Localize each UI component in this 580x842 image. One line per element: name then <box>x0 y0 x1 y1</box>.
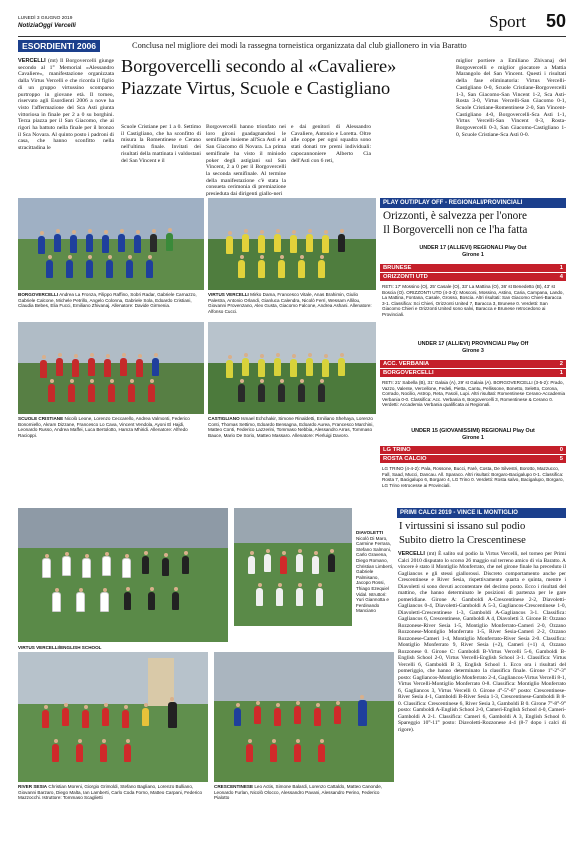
photo-borgovercelli <box>18 198 204 290</box>
match1-title: UNDER 17 (ALLIEVI) REGIONALI Play Out <box>419 245 527 251</box>
match1-team-2 <box>380 273 566 281</box>
section-name: Sport <box>489 12 526 31</box>
article-col-1 <box>18 58 114 194</box>
team-score: 2 <box>559 361 563 367</box>
article-author: (mt) <box>48 58 58 64</box>
match2-team-2 <box>380 369 566 377</box>
caption-title: SCUOLE CRISTIANE <box>18 416 64 421</box>
caption-text: Ismael Echchakir, Simone Rinaldetti, Emiliano Shehaya, Lorenzo Conti, Thomas Settimo, Edoardo Bensagna, Edoardo Aurea, Francesco Marchini, Matteo Conti, Federico Lazzerini, Tommaso Nebbia, Alessandro Arras, Tommaso Bauce, Mario De Sorio, Matteo Massaro. Allenatore: Pierluigi Davoro. <box>208 416 374 438</box>
article-col-4b <box>376 58 452 194</box>
caption-virtus-vercelli <box>208 292 376 316</box>
caption-diavoletti <box>356 530 394 650</box>
caption-text: Andrea La Fronza, Filippo Raffino, Sobri Radar, Gabriele Carnazzo, Gabriele Calcone, Michele Petrillo, Angelo Colonna, Gabriele Sola, Edoardo Cristiani, Claudia Bebes, Elia Fucci, Emiliano Zhivanaj. Allenatore: Davide Girmenia. <box>18 292 197 309</box>
primi-section-title: PRIMI CALCI 2019 - VINCE IL MONTIGLIO <box>397 508 566 518</box>
match2-body: RETI: 21' Sabella (B), 31' Galaia (A), 29' st Galaia (A). BORGOVERCELLI (3-5-2): Prado, Vazzo, Valente, Vercellone, Fedeli, Pietta, Cantu, Pellissone, Bonetto, Seletto, Corona, Corrado, Nocilio, Astrop, Reta, Fasoli, Lupi. Altri risultati: Romentinese Cerano-Accademia Verbania 0-0. Classifica: Acc. Verbania 6, Borgovercelli 3, Romentinese & Cerano 0. Verdetti: Accademia Verbania qualificata ai Regionali. <box>382 380 566 408</box>
caption-title: RIVER SESIA <box>18 784 48 789</box>
article-col-3: Borgovercelli hanno trionfato nei loro gironi guadagnandosi le semifinale insieme all'Sca Asti e al San Giacomo di Novara. La prima semifinale ha visto il miniodo poker degli astigiani sul San Vincent, 2 a 0 per il Borgovercelli la seconda semifinale. Al termine della manifestazione c'è stata la consueta cerimonia di premiazione presieduta dai dirigenti giallo-neri <box>206 124 286 198</box>
team-name: ORIZZONTI UTD <box>383 274 428 280</box>
article-col1-text: Il Borgovercelli giunge secondo al 1° Memorial «Alessandro Cavaliere», manifestazione organizzata dalla Virtus Vercelli e che ricorda il figlio di un gruppo virtussino scomparso purtroppo in giovane età. Il torneo, riservato agli Esordienti 2006 a nove ha visto l'affermazione del Sca Asti giunta vittoriosa in finale per 2 a 0 su borghini. Terza piazza per il San Giacomo, che ai rigori ha battuto nella finale per il bronzo il Sca Novara. Al quinto posto i padroni di casa, che hanno sconfitto nella stracittadina le <box>18 58 114 152</box>
caption-virtus-english-school <box>18 645 228 651</box>
strap-text: Conclusa nel migliore dei modi la rassegna torneistica organizzata dal club giallonero in via Baratto <box>132 41 467 50</box>
team-name: BRUNESE <box>383 265 412 271</box>
match1-team-1 <box>380 264 566 272</box>
team-score: 4 <box>559 274 563 280</box>
match3-team-2 <box>380 455 566 463</box>
match3-body: LG TRINO (4-4-2): Pala, Rossone, Bucci, Farè, Costa, De Silvestri, Borotto, Mazzucco, Fall, Saad, Mucci, Dancau. All. Sparaco. Altri risultati: Borgaro-Bacigalupo 0-1. Classifica: Rosta 7, Bacigalupo 6, Borgaro 4, LG Trino 0. Verdetti: Rosta salvo, Bacigalupo, Borgaro, LG Trino retrocesse ai Provinciali. <box>382 466 564 488</box>
header-paper: NotiziaOggi Vercelli <box>18 22 76 29</box>
article-col-5: miglior portiere a Emiliano Zhivanaj del Borgovercelli e miglior giocatore a Mattia Marangolo del San Vincent. Questi i risultati della fase eliminatoria: Virtus Vercelli-Castigliano 0-0, Scuole Cristiane-Borgovercelli 1-3, San Giacomo-San Vincent 1-2, Sca Asti-Rosta 3-0, Virtus Vercelli-San Giacomo 0-1, Scuole Cristiane-Romentinese 2-0, San Vincent-Castigliano 4-0, Borgovercelli-Sca Asti 1-1, Virtus Vercelli-San Vincent 0-3, Rosta-Borgovercelli 0-3, San Giacomo-Castigliano 1-0, Scuole Cristiane-Sca Asti 0-0. <box>456 58 566 138</box>
caption-text: Christian Moreni, Giorgio Grimoldi, Stefano Bagliano, Lorenzo Bulliano, Giovanni Barzaro, Diego Malta, Ian Lamberti, Carlo Coda Forno, Matteo Carpani, Federico Mazzocchi. Istruttore: Tommaso Scaglietti <box>18 784 203 801</box>
match2-team-1 <box>380 360 566 368</box>
photo-river-sesia <box>18 652 208 782</box>
caption-title: VIRTUS VERCELLI/ENGLISH SCHOOL <box>18 645 102 650</box>
playout-headline-2: Il Borgovercelli non ce l'ha fatta <box>383 224 528 236</box>
photo-diavoletti <box>234 508 352 626</box>
team-name: ACC. VERBANIA <box>383 361 430 367</box>
team-name: BORGOVERCELLI <box>383 370 434 376</box>
primi-text: È salito sul podio la Virtus Vercelli, nel torneo per Primi Calci 2010 disputato lo scorso 26 maggio sul terreno amico di via Baratto. A vincere è stato il Montiglio Monferrato, che nel girone finale ha preceduto il Gagliancos e gli stessi giallorossi. Discreto comportamento anche per Crescentinese e River Sesia, rispettivamente quarta e quinta, mentre i Diavoletti si sono dovuti accontentare del decimo posto. Ecco i risultati del mattino, che hanno determinato le posizioni di partenza per le gare pomeridiane. Girone A: Gamboldi A-Crescentinese 2-2, Diavoletti-Gagliancos 0-4, Diavoletti-Gamboldi A 5-3, Gagliancos-Crescentinese 1-0, Diavoletti-Crescentinese 1-3, Gamboldi A-Gagliancos 3-1. Classifica: Gagliancos 6, Crescentinese, Gamboldi A 4, Diavoletti 3. Girone B: Ozzano Rozzonese-River Sesia 1-5, Montiglio Monferrato-Cameri 2-0, Ozzano Rozzonese-Montiglio Monferrato 1-5, River Sesia-Cameri 2-2, Ozzano Rozzonese-Cameri 1-4, Montiglio Monferrato-River Sesia 2-0. Classifica: Montiglio Monferrato 9, River Sesia (+2), Cameri (+1) 4, Ozzano Rozzonese 0. Girone C: Gamboldi B-Virtus Vercelli 5-6, Gamboldi B-English School 2-0, Virtus Vercelli-English School 3-1. Classifica: Virtus Vercelli 6, Gamboldi B 3, English School 1. Ecco ora i risultati del pomeriggio, che hanno determinato la classifica finale. Girone 1°-2°-3° posto: Gagliancos-Montiglio Monferrato 2-4, Gagliancos-Virtus Vercelli 8-1, Virtus Vercelli-Montiglio Monferrato 0-8. Classifica: Montiglio Monferrato 6, Gagliancos 3, Virtus Vercelli 0. Girone 4°-5°-6° posto: Crescentinese-River Sesia 4-1, Gamboldi B-River Sesia 1-3, Crescentinese-Gamboldi B 8-0. Classifica: Crescentinese 6, River Sesia 3, Gamboldi B 0. Girone 7°-8°-9° posto: Gamboldi A-English School 2-0, Cameri-English School 4-0, Cameri-Gamboldi A 2-1. Classifica: Cameri 6, Gamboldi A 3, English School 0. Spareggio 10°-11° posto: Diavoletti-Rozzonese 4-4 (8-7 dopo i calci di rigore). <box>398 551 567 733</box>
caption-title: BORGOVERCELLI <box>18 292 59 297</box>
playout-headline-1: Orizzonti, è salvezza per l'onore <box>383 210 527 222</box>
caption-scuole-cristiane <box>18 416 204 440</box>
article-col-4: e dai genitori di Alessandro Cavaliere, Antonio e Loretta. Oltre alle coppe per ogni squadra sono stati donati tre premi individuali: capocannoniere Alberto Cia dell'Asti con 6 reti, <box>291 124 371 164</box>
caption-text: Mirko Dama, Francesco Vitale, Anas Brahimin, Giulio Palestra, Antonio Orlandi, Gianluca Calendra, Nicolò Ferri, Wessam Allilou, Giovanni Provenzano, Alex Gusta, Giacomo Falcone, Andrea Ashani. Allenatore: Alfonso Cucci. <box>208 292 372 314</box>
main-headline-1: Borgovercelli secondo al «Cavaliere» <box>121 56 397 76</box>
caption-text: Nicolò Di Maro, Carmine Ferrara, Stefano Salmoni, Carlo Gravena, Diego Romano, Christian Limberti, Gabriele Palmisano, Jacopo Rossi, Thiago Ezequiel Vidal. Istruttori: Yuri Giannotta e Ferdinando Manciano <box>356 535 394 614</box>
header-rule <box>18 36 566 37</box>
article-dateline: VERCELLI <box>18 58 46 64</box>
match3-round: Girone 1 <box>462 435 484 441</box>
team-score: 0 <box>559 447 563 453</box>
caption-title: CRESCENTINESE <box>214 784 254 789</box>
strap-tag: ESORDIENTI 2006 <box>18 40 100 52</box>
match2-title: UNDER 17 (ALLIEVI) PROVINCIALI Play Off <box>417 341 529 347</box>
primi-dateline: VERCELLI <box>398 551 425 557</box>
primi-headline-1: I virtussini si issano sul podio <box>399 521 526 532</box>
caption-title: VIRTUS VERCELLI <box>208 292 249 297</box>
caption-title: DIAVOLETTI <box>356 530 383 535</box>
caption-text: Leo Actis, Simone Balardi, Lorenzo Cattaldo, Matteo Canonde, Leonardo Furlan, Nicolò Olocco, Alessandro Pavani, Alessandro Perino, Federico Pialotto <box>214 784 383 801</box>
page-header <box>18 11 566 36</box>
team-score: 1 <box>559 265 563 271</box>
team-name: LG TRINO <box>383 447 411 453</box>
photo-castigliano <box>208 322 376 414</box>
match2-round: Girone 3 <box>462 348 484 354</box>
page-number: 50 <box>545 11 566 31</box>
photo-virtus-english-school <box>18 508 228 642</box>
caption-castigliano <box>208 416 376 444</box>
team-score: 1 <box>559 370 563 376</box>
caption-borgovercelli <box>18 292 204 316</box>
header-date: LUNEDÌ 3 GIUGNO 2019 <box>18 16 73 21</box>
strap-bar <box>18 40 566 52</box>
primi-author: (mt) <box>426 551 437 557</box>
photo-virtus-vercelli <box>208 198 376 290</box>
main-headline-2: Piazzate Virtus, Scuole e Castigliano <box>121 78 391 98</box>
article-col-2: Scuole Cristiane per 1 a 0. Settimo il Castigliano, che ha sconfitto di misura la Romentinese e Cerano nell'ultima finale. Invitati dei risultati della mattinata i valdostani del San Vincent e il <box>121 124 201 164</box>
match3-team-1 <box>380 446 566 454</box>
team-score: 5 <box>559 456 563 462</box>
playout-section-title: PLAY OUT/PLAY OFF - REGIONALI/PROVINCIALI <box>380 198 566 208</box>
match3-title: UNDER 15 (GIOVANISSIMI) REGIONALI Play Out <box>411 428 535 434</box>
caption-river-sesia <box>18 784 210 808</box>
photo-scuole-cristiane <box>18 322 204 414</box>
match1-body: RETI: 17' Mossino (O), 25' Casale (O), 33' La Mattina (O), 36' st Benedetto (B), 43' st Boscia (O). ORIZZONTI UTD (4-3-3): Mosconi, Mossino, Astino, Caria, Campana, Lando, La Mattina, Fontana, Casale, Grosso, Boscia. Altri risultati: San Giacomo Chieri-Baracca 3-1. Classifica: Sci Chieri, Orizzonti United 7, Baracca 3, Brunese 0. Verdetti: San Giacomo Chieri e Orizzonti United sono salvi, Baracca e Brunese retrocedono ai Provinciali. <box>382 284 564 317</box>
caption-crescentinese <box>214 784 394 808</box>
photo-crescentinese <box>214 652 394 782</box>
match1-round: Girone 1 <box>462 252 484 258</box>
primi-body <box>398 551 566 806</box>
primi-headline-2: Subito dietro la Crescentinese <box>399 535 526 546</box>
caption-text: Nicolò Leone, Lorenzo Ceccarello, Andrea Valmonti, Federico Bonomiello, Akram Dizzane, Francesco Lo Cava, Vincent Vendola, Ayoni El Hajdi, Leonardo Russo, Andrea Maffei, Luca Bertolotto, Hamza Mhiridi. Allenatore: Alfredo Racioppi. <box>18 416 190 438</box>
team-name: ROSTA CALCIO <box>383 456 427 462</box>
caption-title: CASTIGLIANO <box>208 416 240 421</box>
